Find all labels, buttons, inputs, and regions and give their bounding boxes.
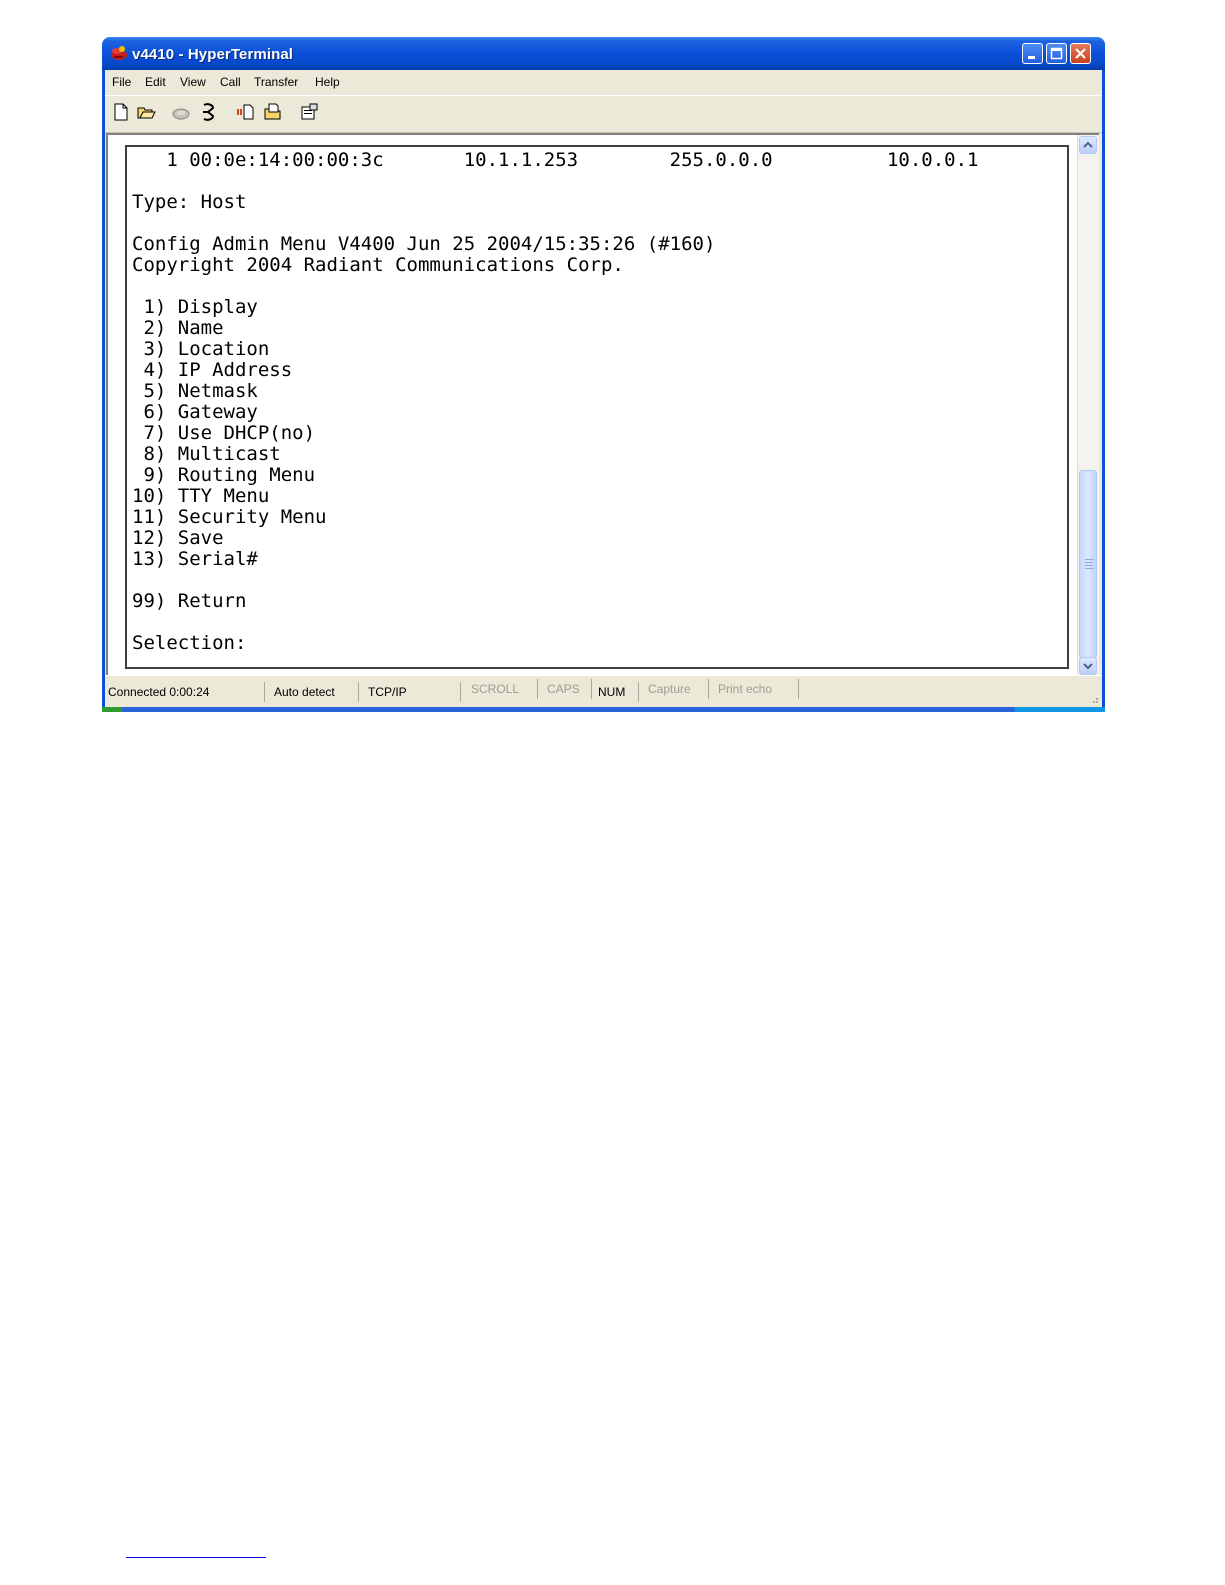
- toolbar: [105, 95, 1102, 133]
- status-detect: Auto detect: [271, 682, 359, 702]
- menu-file[interactable]: File: [112, 75, 132, 89]
- disconnect-icon[interactable]: [199, 102, 219, 122]
- status-num: NUM: [595, 682, 639, 702]
- new-document-icon[interactable]: [111, 102, 131, 122]
- menu-transfer[interactable]: Transfer: [254, 75, 299, 89]
- footnote-separator: [126, 1557, 266, 1558]
- terminal-line: 4) IP Address: [132, 359, 293, 381]
- menu-edit[interactable]: Edit: [145, 75, 166, 89]
- chevron-up-icon: [1080, 137, 1096, 153]
- window-title: v4410 - HyperTerminal: [132, 46, 294, 63]
- status-caps: CAPS: [544, 679, 592, 699]
- minimize-icon: [1023, 44, 1042, 63]
- terminal-line: 11) Security Menu: [132, 506, 327, 528]
- terminal-screen[interactable]: [125, 145, 1069, 669]
- maximize-icon: [1047, 44, 1066, 63]
- status-capture: Capture: [645, 679, 709, 699]
- title-bar[interactable]: [102, 37, 1105, 70]
- terminal-line: 2) Name: [132, 317, 224, 339]
- status-connected: Connected 0:00:24: [105, 682, 265, 702]
- terminal-line: 9) Routing Menu: [132, 464, 316, 486]
- menu-call[interactable]: Call: [220, 75, 241, 89]
- status-bar: [105, 675, 1102, 708]
- scroll-down-button[interactable]: [1079, 657, 1097, 675]
- scroll-up-button[interactable]: [1079, 136, 1097, 154]
- menu-view[interactable]: View: [180, 75, 206, 89]
- dial-phone-icon[interactable]: [171, 102, 191, 122]
- terminal-line: 13) Serial#: [132, 548, 258, 570]
- terminal-output: [132, 150, 978, 654]
- terminal-line: 12) Save: [132, 527, 224, 549]
- scroll-thumb[interactable]: [1079, 470, 1097, 658]
- receive-file-icon[interactable]: [263, 102, 283, 122]
- minimize-button[interactable]: [1022, 43, 1043, 64]
- terminal-line: 7) Use DHCP(no): [132, 422, 316, 444]
- terminal-line: 3) Location: [132, 338, 270, 360]
- menu-help[interactable]: Help: [315, 75, 340, 89]
- resize-grip-icon[interactable]: [1089, 695, 1099, 705]
- status-print-echo: Print echo: [715, 679, 799, 699]
- terminal-line: 1 00:0e:14:00:00:3c 10.1.1.253 255.0.0.0 10.0.0.1: [132, 149, 979, 171]
- close-button[interactable]: [1070, 43, 1091, 64]
- properties-icon[interactable]: [299, 102, 319, 122]
- terminal-line: Copyright 2004 Radiant Communications Corp.: [132, 254, 624, 276]
- terminal-line: 10) TTY Menu: [132, 485, 270, 507]
- terminal-line: 8) Multicast: [132, 443, 281, 465]
- terminal-line: 5) Netmask: [132, 380, 258, 402]
- terminal-line: 99) Return: [132, 590, 247, 612]
- send-file-icon[interactable]: [236, 102, 256, 122]
- terminal-line: 1) Display: [132, 296, 258, 318]
- close-icon: [1071, 44, 1090, 63]
- hyperterminal-window: [102, 37, 1105, 711]
- terminal-line: Config Admin Menu V4400 Jun 25 2004/15:35:26 (#160): [132, 233, 716, 255]
- status-scroll: SCROLL: [468, 679, 538, 699]
- terminal-line: Selection:: [132, 632, 247, 654]
- terminal-line: Type: Host: [132, 191, 247, 213]
- open-folder-icon[interactable]: [136, 102, 156, 122]
- maximize-button[interactable]: [1046, 43, 1067, 64]
- status-protocol: TCP/IP: [365, 682, 461, 702]
- terminal-area[interactable]: [106, 133, 1099, 676]
- menu-bar: [105, 70, 1102, 94]
- taskbar-edge: [102, 707, 1105, 712]
- terminal-line: 6) Gateway: [132, 401, 258, 423]
- chevron-down-icon: [1080, 658, 1096, 674]
- hyperterminal-phone-icon[interactable]: [110, 45, 128, 61]
- vertical-scrollbar[interactable]: [1077, 135, 1099, 676]
